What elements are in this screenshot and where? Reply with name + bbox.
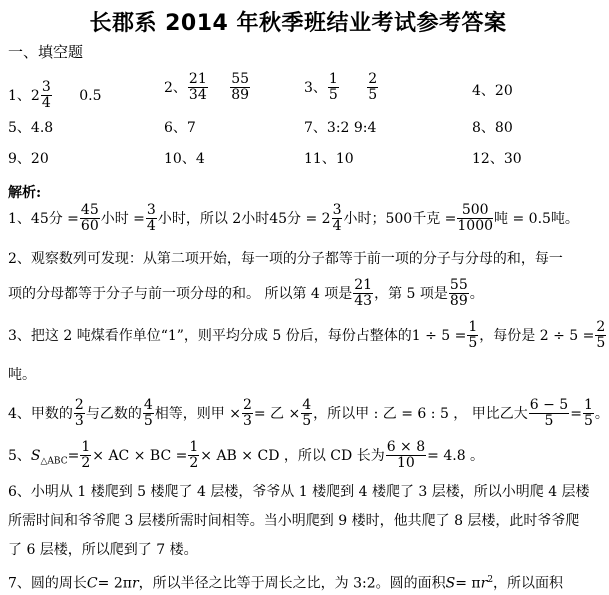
answer-10: 10、4 [164,151,205,167]
answer-6: 6、7 [164,120,196,136]
answer-4: 4、20 [472,83,513,99]
answer-1: 1、2 $\frac{3}{4}$ 0.5 [8,79,102,112]
answers-row-1 [8,71,588,112]
analysis-heading: 解析: [8,185,42,201]
section-heading-fill-blank: 一、填空题 [8,43,84,61]
answer-5: 5、4.8 [8,120,54,136]
answer-12: 12、30 [472,151,522,167]
answer-2: 2、 $\frac{21}{34}$ $\frac{55}{89}$ [164,71,250,104]
answer-11: 11、10 [304,151,354,167]
answer-7: 7、3:2 9:4 [304,120,377,136]
page-title: 长郡系 2014 年秋季班结业考试参考答案 [89,11,507,36]
answer-3: 3、 $\frac{1}{5}$ $\frac{2}{5}$ [304,71,378,104]
answer-9: 9、20 [8,151,49,167]
answer-8: 8、80 [472,120,513,136]
